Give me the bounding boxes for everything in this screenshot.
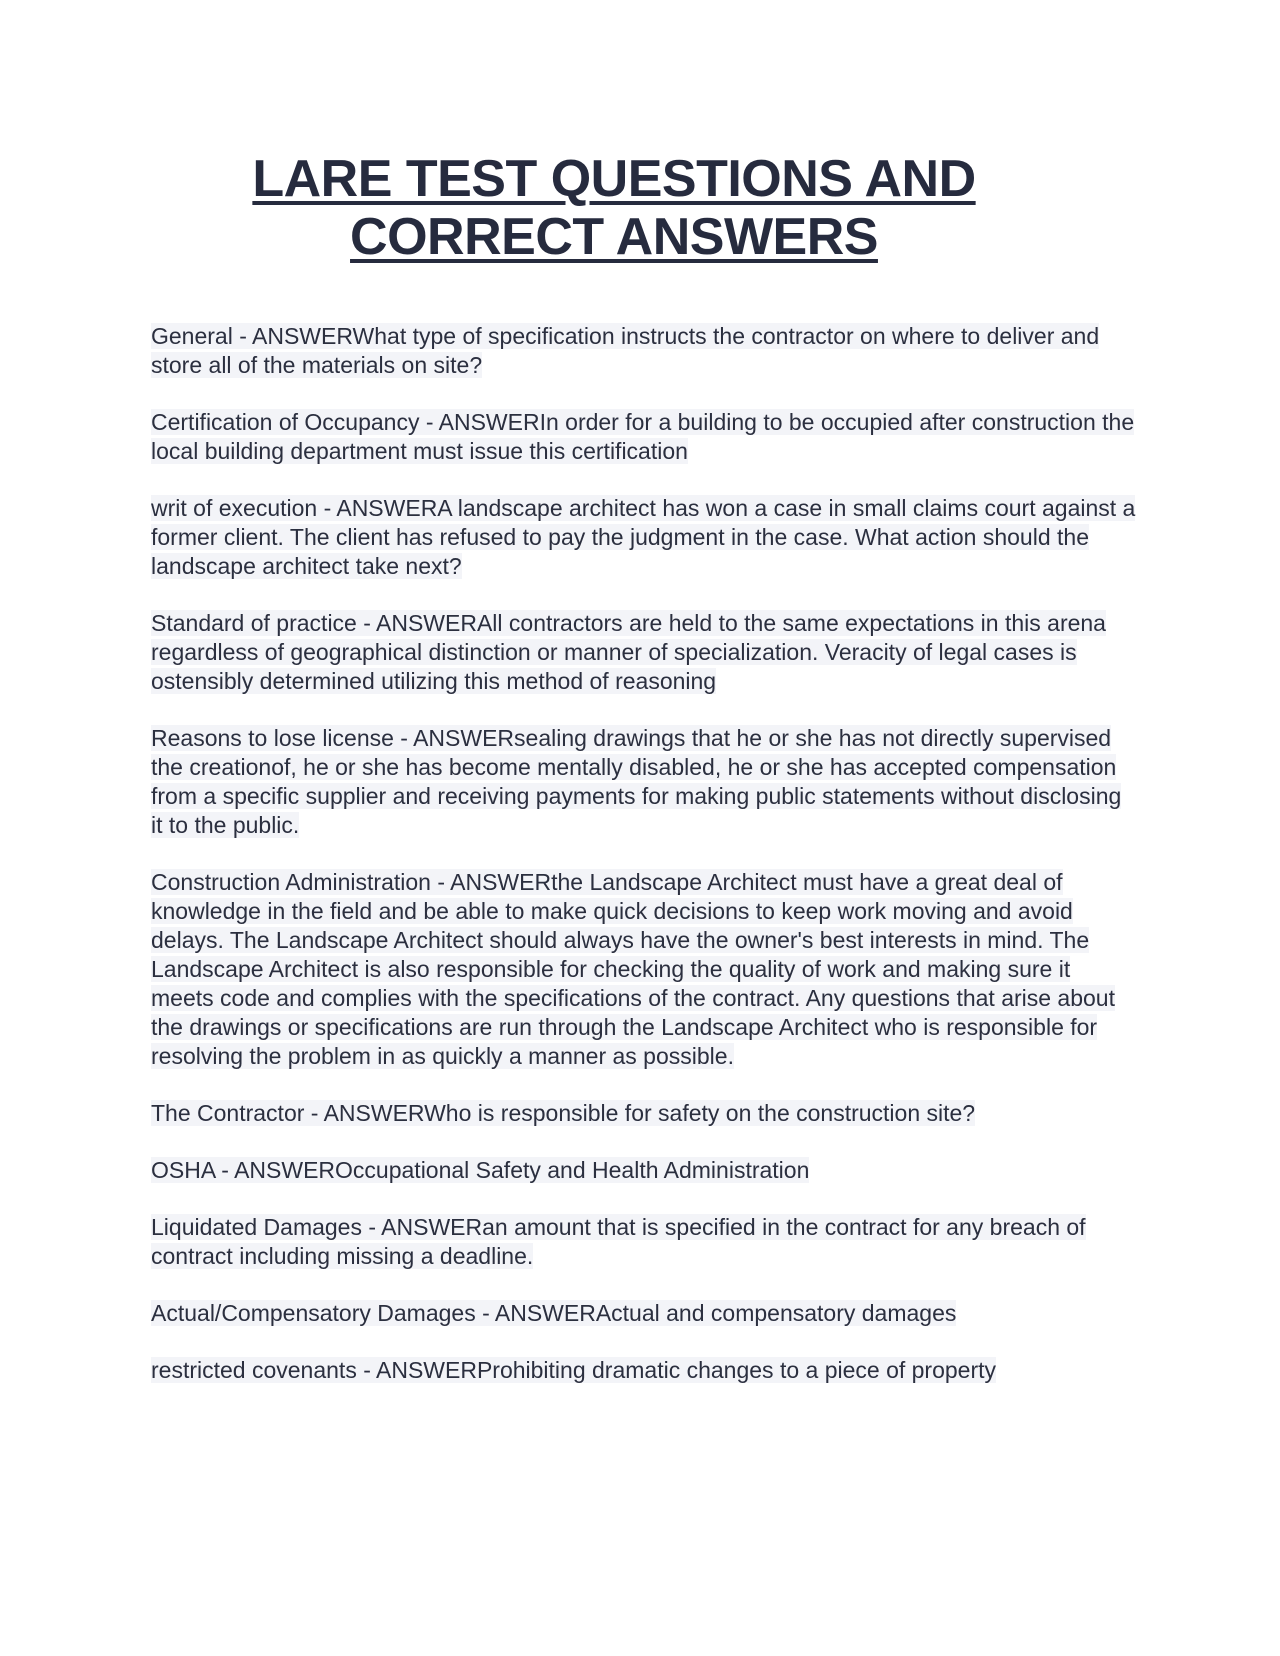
qa-item xyxy=(151,724,1136,840)
qa-item xyxy=(151,322,1136,380)
qa-item-text: General - ANSWERWhat type of specification instructs the contractor on where to deliver and store all of the materials on site? xyxy=(151,323,1100,378)
title-line-1 xyxy=(160,150,1068,208)
qa-item xyxy=(151,609,1136,696)
qa-item-text: restricted covenants - ANSWERProhibiting dramatic changes to a piece of property xyxy=(151,1357,997,1383)
qa-item-text: Certification of Occupancy - ANSWERIn order for a building to be occupied after construction the local building department must issue this certification xyxy=(151,409,1135,464)
qa-item xyxy=(151,1213,1136,1271)
qa-item-text: writ of execution - ANSWERA landscape architect has won a case in small claims court against a former client. The client has refused to pay the judgment in the case. What action should the landscape architect take next? xyxy=(151,495,1136,579)
qa-item xyxy=(151,1356,1136,1385)
title-line-2 xyxy=(160,208,1068,266)
qa-item-text: Actual/Compensatory Damages - ANSWERActual and compensatory damages xyxy=(151,1300,957,1326)
qa-item-text: The Contractor - ANSWERWho is responsible for safety on the construction site? xyxy=(151,1100,976,1126)
title-line-2-text: CORRECT ANSWERS xyxy=(350,208,878,266)
page-title xyxy=(160,150,1068,266)
qa-item xyxy=(151,494,1136,581)
title-line-1-text: LARE TEST QUESTIONS AND xyxy=(252,150,976,208)
qa-list xyxy=(151,322,1136,1413)
qa-item-text: OSHA - ANSWEROccupational Safety and Health Administration xyxy=(151,1157,810,1183)
qa-item xyxy=(151,408,1136,466)
qa-item xyxy=(151,1099,1136,1128)
qa-item xyxy=(151,1156,1136,1185)
qa-item-text: Construction Administration - ANSWERthe Landscape Architect must have a great deal of knowledge in the field and be able to make quick decisions to keep work moving and avoid delays. The Landscape Architect should always have the owner's best interests in mind. The Landscape Architect is also responsible for checking the quality of work and making sure it meets code and complies with the specifications of the contract. Any questions that arise about the drawings or specifications are run through the Landscape Architect who is responsible for resolving the problem in as quickly a manner as possible. xyxy=(151,869,1115,1069)
qa-item-text: Reasons to lose license - ANSWERsealing drawings that he or she has not directly supervised the creationof, he or she has become mentally disabled, he or she has accepted compensation from a specific supplier and receiving payments for making public statements without disclosing it to the public. xyxy=(151,725,1122,838)
qa-item-text: Liquidated Damages - ANSWERan amount that is specified in the contract for any breach of contract including missing a deadline. xyxy=(151,1214,1086,1269)
qa-item xyxy=(151,868,1136,1071)
qa-item xyxy=(151,1299,1136,1328)
qa-item-text: Standard of practice - ANSWERAll contractors are held to the same expectations in this arena regardless of geographical distinction or manner of specialization. Veracity of legal cases is ostensibly determined utilizing this method of reasoning xyxy=(151,610,1106,694)
